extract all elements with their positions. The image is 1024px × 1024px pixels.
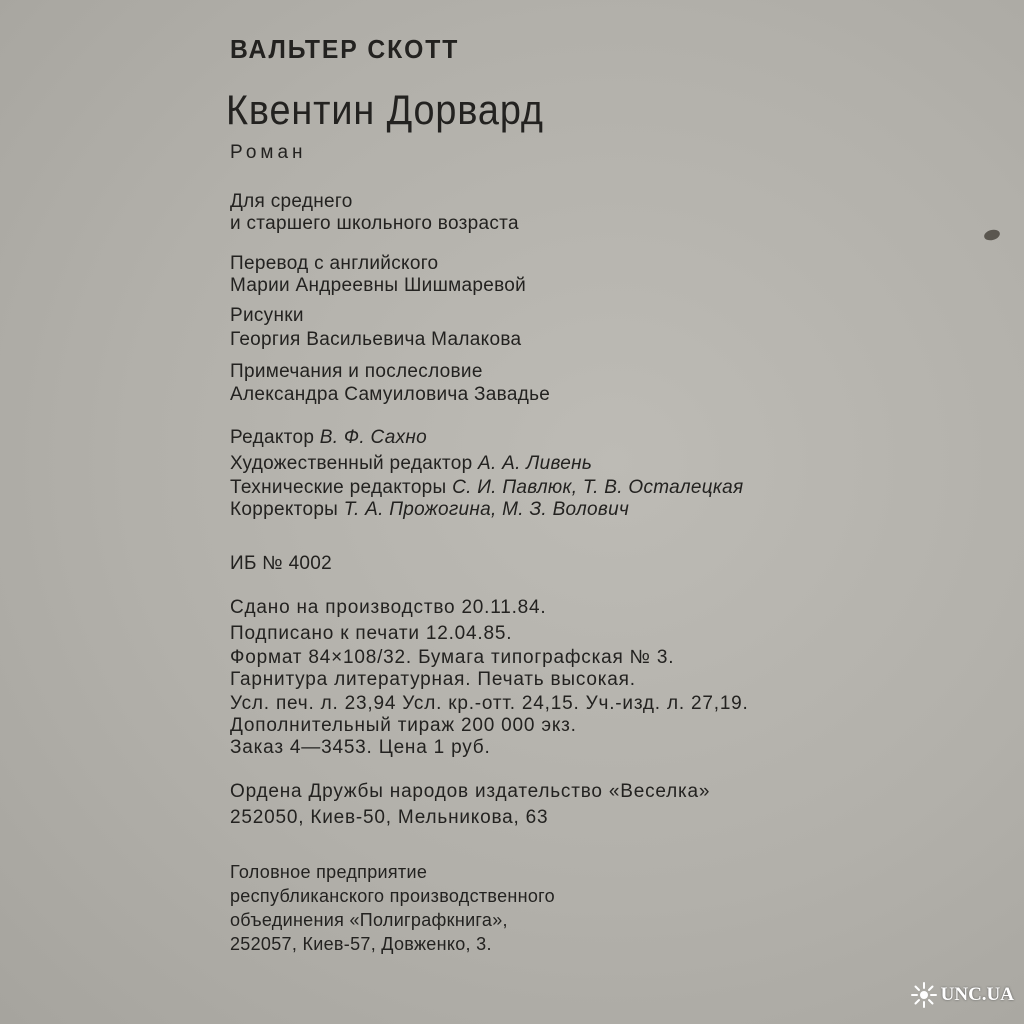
credit-names: В. Ф. Сахно (319, 427, 428, 448)
imprint-line-format: Формат 84×108/32. Бумага типографская № 3. (230, 647, 675, 668)
translator-name: Марии Андреевны Шишмаревой (230, 275, 527, 296)
ib-number: ИБ № 4002 (230, 553, 333, 574)
credit-art-editor (230, 452, 592, 476)
credit-names: А. А. Ливень (478, 453, 593, 474)
paper-speck (983, 228, 1001, 242)
book-author: ВАЛЬТЕР СКОТТ (230, 34, 460, 64)
printer-line-4: 252057, Киев-57, Довженко, 3. (230, 934, 492, 954)
audience-line-2: и старшего школьного возраста (230, 213, 519, 234)
credit-editor (230, 426, 427, 450)
imprint-line-order-price: Заказ 4—3453. Цена 1 руб. (230, 737, 491, 758)
imprint-line-print-run: Дополнительный тираж 200 000 экз. (230, 715, 577, 736)
printer-line-2: республиканского производственного (230, 886, 555, 906)
notes-author-name: Александра Самуиловича Завадье (230, 384, 551, 405)
publisher-name: Ордена Дружбы народов издательство «Веселка» (230, 781, 711, 802)
credit-role: Корректоры (230, 499, 339, 520)
credit-names: С. И. Павлюк, Т. В. Осталецкая (452, 477, 744, 498)
sunburst-logo-icon (911, 982, 937, 1008)
credit-tech-editors (230, 476, 743, 500)
illustrator-name: Георгия Васильевича Малакова (230, 329, 522, 350)
illustrations-label: Рисунки (230, 305, 304, 326)
book-genre: Роман (230, 142, 307, 163)
credit-role: Художественный редактор (230, 453, 473, 474)
translation-label: Перевод с английского (230, 253, 439, 274)
imprint-line-submitted: Сдано на производство 20.11.84. (230, 597, 547, 618)
notes-label: Примечания и послесловие (230, 361, 483, 382)
credit-role: Редактор (230, 427, 315, 448)
watermark-text: UNC.UA (940, 984, 1014, 1005)
printer-line-3: объединения «Полиграфкнига», (230, 910, 508, 930)
credit-names: Т. А. Прожогина, М. З. Волович (343, 499, 630, 520)
imprint-line-signed: Подписано к печати 12.04.85. (230, 623, 513, 644)
credit-role: Технические редакторы (230, 477, 447, 498)
book-title: Квентин Дорвард (226, 86, 544, 133)
printer-line-1: Головное предприятие (230, 862, 428, 882)
watermark (911, 982, 1014, 1008)
imprint-line-sheets: Усл. печ. л. 23,94 Усл. кр.-отт. 24,15. Уч.-изд. л. 27,19. (230, 693, 749, 714)
publisher-address: 252050, Киев-50, Мельникова, 63 (230, 807, 549, 828)
credit-proofreaders (230, 498, 629, 522)
audience-line-1: Для среднего (230, 191, 353, 212)
imprint-line-typeface: Гарнитура литературная. Печать высокая. (230, 669, 636, 690)
